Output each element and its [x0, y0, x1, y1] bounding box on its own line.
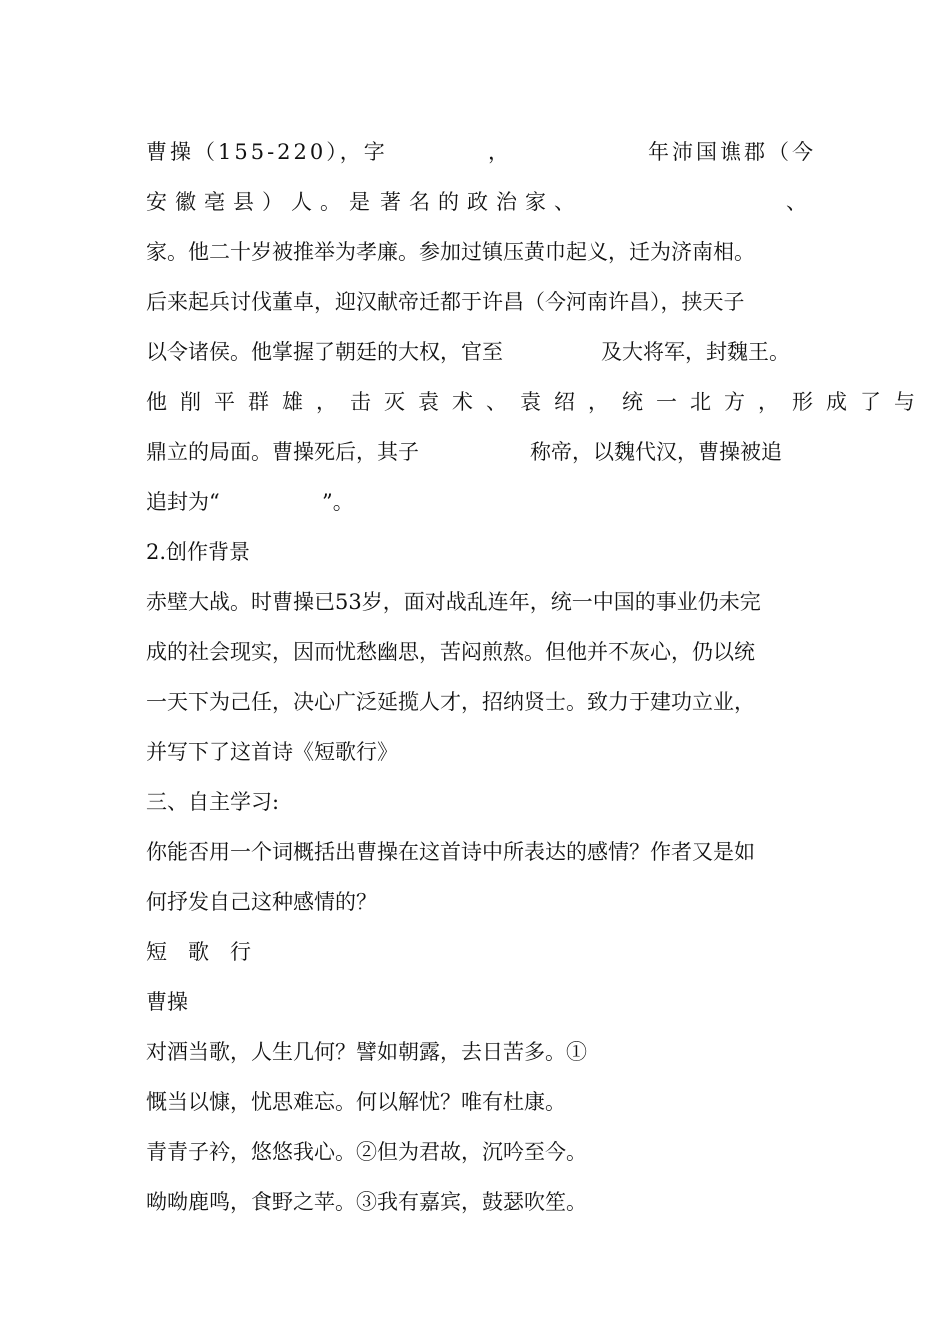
intro-line-2-b: 著名的政治家、	[380, 190, 583, 214]
background-line-1: 赤壁大战。时曹操已53岁，面对战乱连年，统一中国的事业仍未完	[146, 590, 761, 614]
background-line-3: 一天下为己任，决心广泛延揽人才，招纳贤士。致力于建功立业，	[146, 690, 755, 714]
intro-line-1-b: ，	[488, 140, 509, 164]
intro-line-5-a: 以令诸侯。他掌握了朝廷的大权，官至	[146, 340, 503, 364]
study-question-line-1: 你能否用一个词概括出曹操在这首诗中所表达的感情？作者又是如	[146, 840, 755, 864]
background-line-4: 并写下了这首诗《短歌行》	[146, 740, 398, 764]
poem-line: 对酒当歌，人生几何？譬如朝露，去日苦多。①	[146, 1040, 587, 1064]
intro-line-3: 家。他二十岁被推举为孝廉。参加过镇压黄巾起义，迁为济南相。	[146, 240, 755, 264]
background-line-2: 成的社会现实，因而忧愁幽思，苦闷煎熬。但他并不灰心，仍以统	[146, 640, 755, 664]
intro-line-2-a: 安徽亳县）人。是	[146, 190, 378, 214]
poem-author: 曹操	[146, 990, 188, 1014]
poem-line: 慨当以慷，忧思难忘。何以解忧？唯有杜康。	[146, 1090, 566, 1114]
intro-line-7-b: 称帝，以魏代汉，曹操被追	[530, 440, 782, 464]
intro-line-1-a: 曹操（155-220），字	[146, 140, 388, 164]
study-heading: 三、自主学习:	[146, 790, 280, 814]
poem-title: 短 歌 行	[146, 940, 251, 964]
intro-line-5-b: 及大将军，封魏王。	[601, 340, 790, 364]
poem-line: 呦呦鹿鸣，食野之苹。③我有嘉宾，鼓瑟吹笙。	[146, 1190, 587, 1214]
intro-line-8-a: 追封为“	[146, 490, 220, 514]
intro-line-2-c: 、	[786, 190, 807, 214]
intro-line-1-c: 年沛国谯郡（今	[648, 140, 816, 164]
intro-line-6: 他削平群雄，击灭袁术、袁绍，统一北方，形成了与	[146, 390, 928, 414]
study-question-line-2: 何抒发自己这种感情的？	[146, 890, 377, 914]
poem-line: 青青子衿，悠悠我心。②但为君故，沉吟至今。	[146, 1140, 587, 1164]
intro-line-7-a: 鼎立的局面。曹操死后，其子	[146, 440, 419, 464]
background-heading: 2.创作背景	[146, 540, 251, 564]
intro-line-8-b: ”。	[322, 490, 354, 514]
intro-line-4: 后来起兵讨伐董卓，迎汉献帝迁都于许昌（今河南许昌），挟天子	[146, 290, 745, 314]
